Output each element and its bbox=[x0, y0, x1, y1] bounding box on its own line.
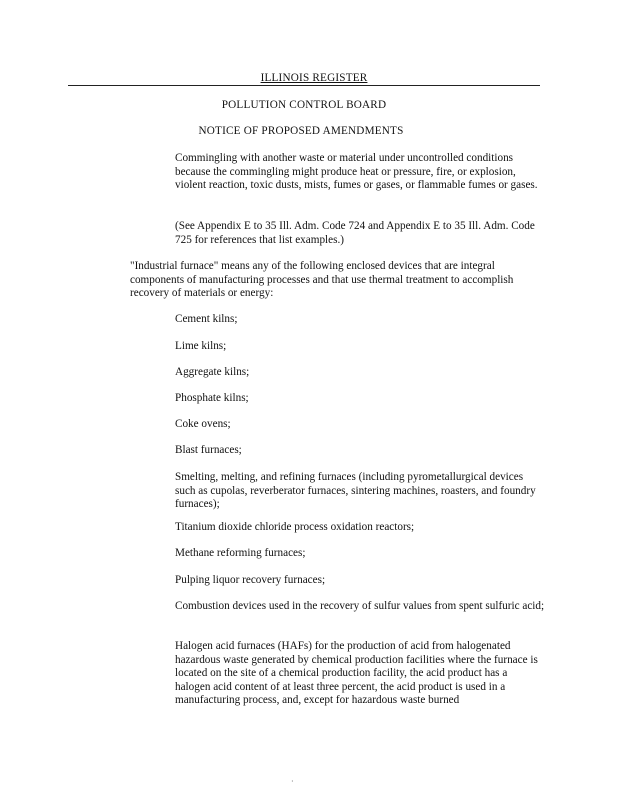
list-item: Titanium dioxide chloride process oxidation reactors; bbox=[175, 521, 415, 533]
header-rule bbox=[68, 85, 540, 86]
board-title: POLLUTION CONTROL BOARD bbox=[221, 99, 387, 111]
list-item: Blast furnaces; bbox=[175, 444, 242, 456]
list-item: Aggregate kilns; bbox=[175, 366, 250, 378]
appendix-reference: (See Appendix E to 35 Ill. Adm. Code 724 and Appendix E to 35 Ill. Adm. Code 725 for references that list examples.) bbox=[175, 220, 535, 246]
list-item: Pulping liquor recovery furnaces; bbox=[175, 574, 326, 586]
list-item: Cement kilns; bbox=[175, 313, 238, 325]
list-item: Phosphate kilns; bbox=[175, 392, 249, 404]
register-title: ILLINOIS REGISTER bbox=[260, 72, 368, 84]
list-item: Coke ovens; bbox=[175, 418, 231, 430]
list-item: Halogen acid furnaces (HAFs) for the production of acid from halogenated hazardous waste generated by chemical production facilities where the furnace is located on the site of a chemical production facility, the acid product has a halogen acid content of at least three percent, the acid product is used in a manufacturing process, and, except for hazardous waste burned bbox=[175, 640, 538, 707]
page-mark: · bbox=[291, 777, 294, 786]
list-item: Combustion devices used in the recovery of sulfur values from spent sulfuric acid; bbox=[175, 600, 545, 612]
list-item: Lime kilns; bbox=[175, 340, 227, 352]
list-item: Methane reforming furnaces; bbox=[175, 547, 306, 559]
list-item: Smelting, melting, and refining furnaces (including pyrometallurgical devices such as cupolas, reverberator furnaces, sintering machines, roasters, and foundry furnaces); bbox=[175, 471, 536, 511]
industrial-furnace-definition: "Industrial furnace" means any of the following enclosed devices that are integral components of manufacturing processes and that use thermal treatment to accomplish recovery of materials or energy: bbox=[130, 260, 514, 300]
notice-title: NOTICE OF PROPOSED AMENDMENTS bbox=[198, 125, 404, 137]
commingling-paragraph: Commingling with another waste or material under uncontrolled conditions because the commingling might produce heat or pressure, fire, or explosion, violent reaction, toxic dusts, mists, fumes or gases, or flammable fumes or gases. bbox=[175, 152, 538, 192]
